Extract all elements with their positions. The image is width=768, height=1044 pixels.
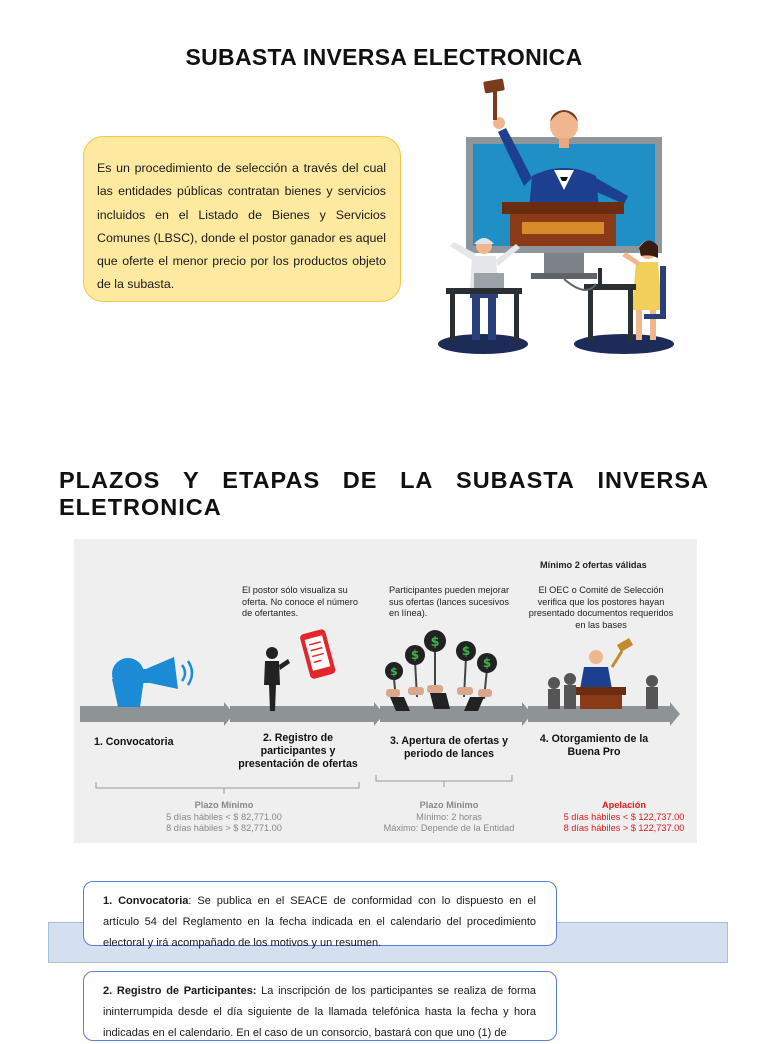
section-title-word: DE [342,467,378,493]
section-title-word: Y [182,467,200,493]
step4-note: El OEC o Comité de Selección verifica que los postores hayan presentado documentos requeridos en las bases [528,585,674,630]
step-label: 4. Otorgamiento de la Buena Pro [539,733,649,758]
dollar-sign: $ [390,665,398,678]
step-label: 1. Convocatoria [94,736,174,748]
dollar-sign: $ [482,656,492,670]
section-title [59,467,709,521]
section-title-word: LA [400,467,434,493]
apelacion-line: 5 días hábiles < $ 122,737.00 [563,811,685,822]
stage-card-convocatoria [83,881,557,949]
plazo-title: Plazo Mínimo [419,800,479,810]
stage-card-registro [83,971,557,1041]
plazo-title: Plazo Mínimo [194,800,254,810]
section-title-line2: ELETRONICA [59,494,222,520]
min-offers-heading: Mínimo 2 ofertas válidas [540,560,647,570]
page-title: SUBASTA INVERSA ELECTRONICA [185,44,583,70]
plazo-group-2 [369,800,529,835]
dollar-sign: $ [430,635,440,650]
card-text: : Se publica en el SEACE de conformidad con lo dispuesto en el artículo 54 del Reglamento en la fecha indicada en el calendario del procedimiento electoral y irá acompañado de los motivos y un resumen. [103,895,536,949]
dollar-sign: $ [410,648,420,662]
apelacion-title: Apelación [602,800,646,810]
plazo-line: 5 días hábiles < $ 82,771.00 [166,811,282,822]
plazo-group-1 [144,800,304,835]
definition-box: Es un procedimiento de selección a través del cual las entidades públicas contratan bienes y servicios incluidos en el Listado de Bienes y Servicios Comunes (LBSC), donde el postor ganador es aquel que oferte el menor precio por los productos objeto de la subasta. [83,136,401,302]
step-label: 2. Registro de participantes y presentación de ofertas [238,732,358,770]
card-text: La inscripción de los participantes se realiza de forma ininterrumpida desde el día siguiente de la llamada telefónica hasta la fecha y hora indicadas en el calendario. En el caso de un consorcio, bastará con que uno (1) de [103,985,536,1039]
apelacion-line: 8 días hábiles > $ 122,737.00 [563,823,685,833]
auction-illustration [436,78,682,358]
card-label: 2. Registro de Participantes: [103,985,257,997]
section-title-word: SUBASTA [456,467,575,493]
step2-note: El postor sólo visualiza su oferta. No conoce el número de ofertantes. [242,585,358,619]
dollar-sign: $ [461,644,471,658]
card-label: 1. Convocatoria [103,895,189,907]
section-title-word: ETAPAS [222,467,321,493]
plazo-line: 8 días hábiles > $ 82,771.00 [166,823,282,833]
step-label: 3. Apertura de ofertas y periodo de lances [390,735,508,760]
apelacion-group [544,800,704,835]
step3-note: Participantes pueden mejorar sus ofertas (lances sucesivos en línea). [389,585,510,619]
plazo-line: Mínimo: 2 horas [416,811,482,822]
plazo-line: Máximo: Depende de la Entidad [383,823,515,833]
section-title-word: PLAZOS [59,467,161,493]
stages-infographic [74,539,697,843]
section-title-word: INVERSA [597,467,709,493]
